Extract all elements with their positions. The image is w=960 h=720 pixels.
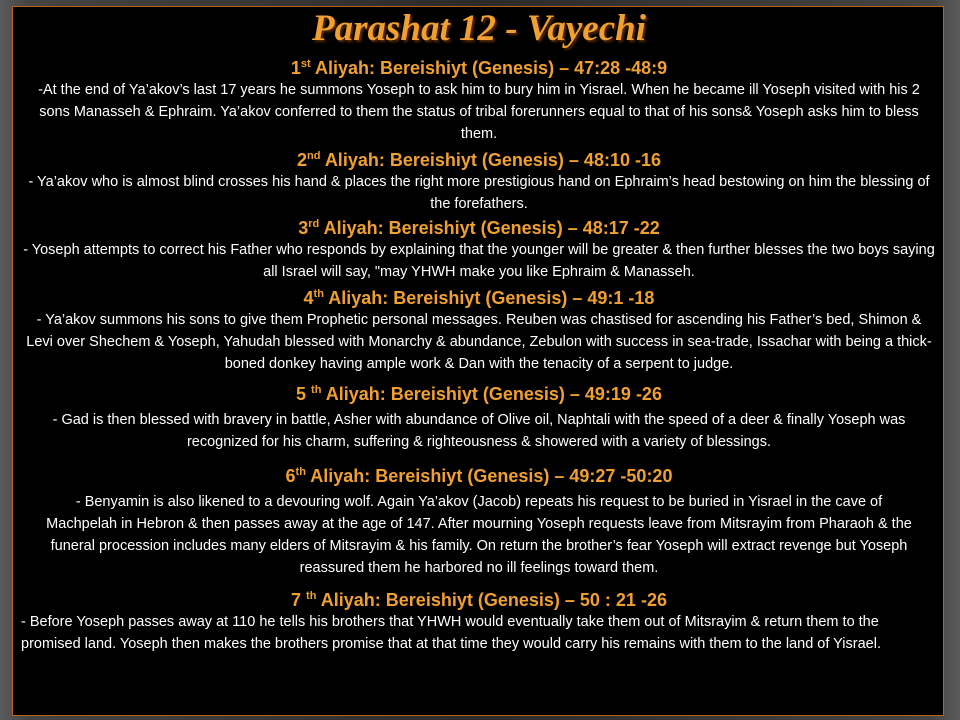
aliyah-label: Aliyah: Bereishiyt bbox=[314, 58, 473, 78]
aliyah-7-heading: 7 $^{th}$ Aliyah: Bereishiyt (Genesis) – 50 : 21 -26 bbox=[291, 590, 667, 610]
aliyah-reference: – 50 : 21 -26 bbox=[559, 590, 667, 610]
aliyah-number: 5 bbox=[296, 384, 312, 404]
aliyah-ordinal-suffix: th bbox=[311, 384, 322, 396]
aliyah-label: Aliyah: Bereishiyt bbox=[310, 466, 468, 486]
aliyah-reference: – 49:19 -26 bbox=[564, 384, 662, 404]
aliyah-7-section bbox=[13, 589, 945, 655]
aliyah-book: Genesis bbox=[478, 58, 549, 78]
aliyah-reference: – 47:28 -48:9 bbox=[554, 58, 668, 78]
aliyah-book: Genesis bbox=[491, 288, 562, 308]
aliyah-2-text: - Ya’akov who is almost blind crosses his hand & places the right more prestigious hand on Ephraim’s head bestowing on him the blessing of the forefathers. bbox=[28, 174, 930, 212]
aliyah-book: Genesis bbox=[486, 218, 557, 238]
aliyah-ordinal-suffix: st bbox=[300, 58, 311, 70]
aliyah-4-heading: 4th Aliyah: Bereishiyt (Genesis) – 49:1 -18 bbox=[303, 288, 655, 308]
aliyah-reference: – 48:10 -16 bbox=[563, 150, 661, 170]
aliyah-reference: – 48:17 -22 bbox=[562, 218, 660, 238]
aliyah-ordinal-suffix: nd bbox=[307, 150, 321, 162]
page-title: Parashat 12 - Vayechi bbox=[311, 8, 647, 49]
aliyah-label: Aliyah: Bereishiyt bbox=[323, 218, 481, 238]
aliyah-number: 3 bbox=[298, 218, 309, 238]
aliyah-ordinal-suffix: th bbox=[295, 466, 306, 478]
aliyah-6-section bbox=[13, 465, 945, 579]
aliyah-number: 7 bbox=[291, 590, 307, 610]
aliyah-5-text: - Gad is then blessed with bravery in battle, Asher with abundance of Olive oil, Naphtali with the speed of a deer & finally Yoseph was recognized for his charm, suffering & righteousness & showered with a variety of blessings. bbox=[52, 412, 906, 450]
aliyah-book: Genesis bbox=[487, 150, 558, 170]
aliyah-3-heading: 3rd Aliyah: Bereishiyt (Genesis) – 48:17 -22 bbox=[298, 218, 660, 238]
aliyah-5-section bbox=[13, 383, 945, 453]
aliyah-number: 1 bbox=[290, 58, 301, 78]
content-panel bbox=[12, 6, 944, 716]
aliyah-2-section bbox=[13, 149, 945, 215]
aliyah-reference: – 49:1 -18 bbox=[567, 288, 655, 308]
aliyah-label: Aliyah: Bereishiyt bbox=[320, 590, 478, 610]
aliyah-1-text: -At the end of Ya’akov’s last 17 years he summons Yoseph to ask him to bury him in Yisrael. When he became ill Yoseph visited with his 2 sons Manasseh & Ephraim. Ya’akov conferred to them the status of tribal forerunners equal to that of his sons& Yoseph asks him to bless them. bbox=[38, 82, 920, 142]
aliyah-book: Genesis bbox=[483, 590, 554, 610]
aliyah-book: Genesis bbox=[488, 384, 559, 404]
aliyah-ordinal-suffix: th bbox=[313, 288, 324, 300]
aliyah-label: Aliyah: Bereishiyt bbox=[328, 288, 486, 308]
aliyah-3-section bbox=[13, 217, 945, 283]
aliyah-label: Aliyah: Bereishiyt bbox=[325, 384, 483, 404]
aliyah-4-section bbox=[13, 287, 945, 375]
aliyah-3-text: - Yoseph attempts to correct his Father who responds by explaining that the younger will be greater & then further blesses the two boys saying all Israel will say, "may YHWH make you like Ephraim & Manasseh. bbox=[23, 242, 935, 280]
aliyah-label: Aliyah: Bereishiyt bbox=[324, 150, 482, 170]
aliyah-number: 2 bbox=[297, 150, 308, 170]
aliyah-reference: – 49:27 -50:20 bbox=[549, 466, 673, 486]
aliyah-7-text: - Before Yoseph passes away at 110 he tells his brothers that YHWH would eventually take them out of Mitsrayim & return them to the promised land. Yoseph then makes the brothers promise that at that time they would carry his remains with them to the land of Yisrael. bbox=[21, 614, 881, 652]
aliyah-1-heading: 1st Aliyah: Bereishiyt (Genesis) – 47:28 -48:9 bbox=[290, 58, 668, 78]
aliyah-ordinal-suffix: rd bbox=[308, 218, 320, 230]
aliyah-2-heading: 2nd Aliyah: Bereishiyt (Genesis) – 48:10 -16 bbox=[297, 150, 661, 170]
aliyah-number: 4 bbox=[303, 288, 314, 308]
aliyah-number: 6 bbox=[285, 466, 296, 486]
aliyah-6-heading: 6th Aliyah: Bereishiyt (Genesis) – 49:27 -50:20 bbox=[285, 466, 673, 486]
aliyah-ordinal-suffix: th bbox=[306, 590, 317, 602]
aliyah-book: Genesis bbox=[473, 466, 544, 486]
aliyah-1-section bbox=[13, 57, 945, 145]
aliyah-4-text: - Ya’akov summons his sons to give them Prophetic personal messages. Reuben was chastised for ascending his Father’s bed, Shimon & Levi over Shechem & Yoseph, Yahudah blessed with Monarchy & abundance, Zebulon with success in sea-trade, Issachar with being a thick-boned donkey having ample work & Dan with the tenacity of a serpent to judge. bbox=[26, 312, 932, 372]
aliyah-5-heading: 5 $^{th}$ Aliyah: Bereishiyt (Genesis) – 49:19 -26 bbox=[296, 384, 662, 404]
aliyah-6-text: - Benyamin is also likened to a devouring wolf. Again Ya’akov (Jacob) repeats his request to be buried in Yisrael in the cave of Machpelah in Hebron & then passes away at the age of 147. After mourning Yoseph requests leave from Mitsrayim from Pharaoh & the funeral procession includes many elders of Mitsrayim & his family. On return the brother’s fear Yoseph will extract revenge but Yoseph reassured them he harbored no ill feelings toward them. bbox=[46, 494, 912, 576]
